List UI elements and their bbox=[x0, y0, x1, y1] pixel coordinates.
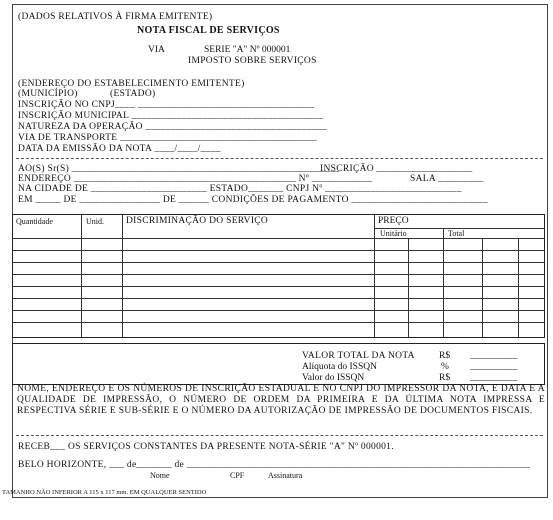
receipt-cpf: CPF bbox=[230, 471, 245, 480]
row-line bbox=[12, 250, 545, 251]
receipt-name: Nome bbox=[150, 471, 170, 480]
receipt-signature: Assinatura bbox=[268, 471, 303, 480]
firm-data: (DADOS RELATIVOS À FIRMA EMITENTE) bbox=[18, 12, 213, 22]
tax-label: IMPOSTO SOBRE SERVIÇOS bbox=[188, 56, 317, 66]
receipt-divider bbox=[16, 435, 543, 436]
issuer-municipal: INSCRIÇÃO MUNICIPAL ______________________________________ bbox=[18, 111, 324, 121]
recipient-inscription: INSCRIÇÃO ___________________ bbox=[320, 164, 473, 174]
total-currency: R$ bbox=[439, 351, 451, 361]
total-blank: __________ bbox=[470, 351, 518, 361]
printer-notice: NOME, ENDEREÇO E OS NÚMEROS DE INSCRIÇÃO ESTADUAL E NO CNPJ DO IMPRESSOR DA NOTA, E DATA E A QUALIDADE DE IMPRESSÃO, O NÚMERO DE ORDEM DA PRIMEIRA E DA ÚLTIMA NOTA IMPRESSA E RESPECTIVA SÉRIE E SUB-SÉRIE E O NÚMERO DA AUTORIZAÇÃO DE IMPRESSÃO DE DOCUMENTOS FISCAIS. bbox=[17, 384, 545, 417]
recipient-payment: EM _____ DE ________________ DE ______ CONDIÇÕES DE PAGAMENTO ___________________________ bbox=[18, 195, 488, 205]
iss-currency: R$ bbox=[439, 373, 451, 383]
recipient-address: ENDEREÇO ____________________________________________ Nº ____________ bbox=[18, 174, 373, 184]
form-title: NOTA FISCAL DE SERVIÇOS bbox=[137, 25, 280, 36]
section-divider bbox=[16, 158, 543, 159]
row-line bbox=[12, 274, 545, 275]
col-divider bbox=[518, 238, 519, 338]
col-unit-price: Unitário bbox=[380, 229, 407, 238]
row-line bbox=[12, 238, 545, 239]
col-divider bbox=[408, 238, 409, 338]
col-divider bbox=[81, 214, 82, 338]
recipient-room: SALA _________ bbox=[410, 174, 484, 184]
issuer-cnpj: INSCRIÇÃO NO CNPJ____ ___________________________________ bbox=[18, 100, 315, 110]
issuer-transport: VIA DE TRANSPORTE _______________________________________ bbox=[18, 133, 317, 143]
issuer-state: (ESTADO) bbox=[110, 89, 156, 99]
rate-label: Alíquota do ISSQN bbox=[302, 362, 377, 372]
issuer-emission-date: DATA DA EMISSÃO DA NOTA ____/____/____ bbox=[18, 144, 221, 154]
issuer-operation: NATUREZA DA OPERAÇÃO ____________________________________ bbox=[18, 122, 328, 132]
iss-blank: __________ bbox=[470, 373, 518, 383]
receipt-city-date: BELO HORIZONTE, ___ de_______ de ____________________________________________________________________ bbox=[18, 460, 531, 470]
rate-unit: % bbox=[441, 362, 449, 372]
col-total: Total bbox=[448, 229, 465, 238]
recipient-city: NA CIDADE DE _______________________ ESTADO_______ CNPJ Nº ___________________________ bbox=[18, 184, 462, 194]
row-line bbox=[12, 322, 545, 323]
rate-blank: __________ bbox=[470, 362, 518, 372]
col-price: PREÇO bbox=[378, 216, 409, 226]
row-line bbox=[12, 298, 545, 299]
row-line bbox=[12, 310, 545, 311]
issuer-address: (ENDEREÇO DO ESTABELECIMENTO EMITENTE) bbox=[18, 79, 245, 89]
iss-label: Valor do ISSQN bbox=[302, 373, 365, 383]
via-label: VIA bbox=[148, 45, 165, 55]
issuer-municipality: (MUNICÍPIO) bbox=[18, 89, 78, 99]
recipient-name: AO(S) Sr(S) _____________________________________________________ bbox=[18, 164, 340, 174]
row-line bbox=[12, 262, 545, 263]
totals-box bbox=[12, 343, 545, 385]
receipt-line: RECEB___ OS SERVIÇOS CONSTANTES DA PRESENTE NOTA-SÉRIE "A" Nº 000001. bbox=[18, 442, 394, 452]
col-divider bbox=[482, 238, 483, 338]
col-description: DISCRIMINAÇÃO DO SERVIÇO bbox=[126, 216, 269, 226]
col-unit: Unid. bbox=[86, 217, 104, 226]
col-divider bbox=[374, 214, 375, 338]
total-label: VALOR TOTAL DA NOTA bbox=[302, 351, 415, 361]
series-number: SERIE "A" Nº 000001 bbox=[204, 45, 291, 55]
items-table bbox=[12, 214, 545, 338]
col-divider bbox=[122, 214, 123, 338]
row-line bbox=[12, 286, 545, 287]
size-footer: TAMANHO NÃO INFERIOR A 115 x 117 mm. EM QUALQUER SENTIDO bbox=[2, 489, 207, 496]
col-quantity: Quantidade bbox=[16, 217, 53, 226]
